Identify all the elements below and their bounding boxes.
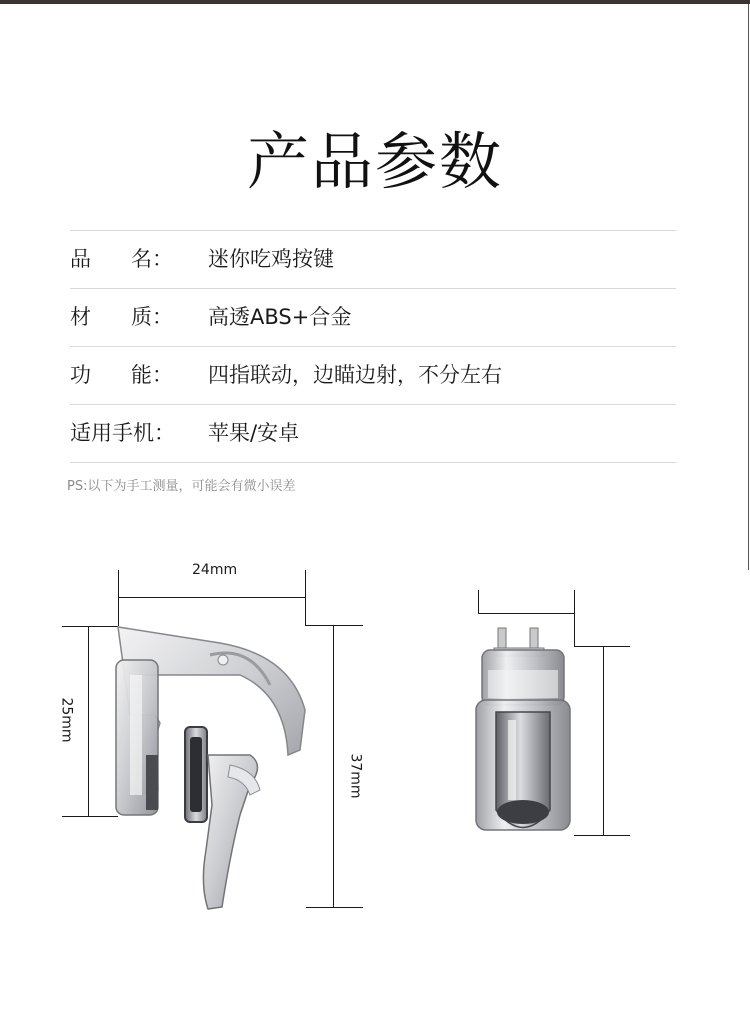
spec-row-phone <box>70 404 676 463</box>
height-total-label: 37mm <box>347 753 364 799</box>
front-height-top-tick <box>574 646 630 647</box>
page-title: 产品参数 <box>246 125 503 198</box>
height-left-label: 25mm <box>58 697 75 743</box>
total-height-line <box>333 625 334 908</box>
top-bar <box>0 0 750 4</box>
spec-value: 苹果/安卓 <box>208 421 300 445</box>
spec-label: 材 质： <box>70 305 174 329</box>
height-left-line <box>88 626 89 817</box>
spec-value: 迷你吃鸡按键 <box>208 247 334 271</box>
measurement-note: PS:以下为手工测量，可能会有微小误差 <box>67 479 296 494</box>
spec-label: 功 能： <box>70 363 174 387</box>
spec-row-name <box>70 230 676 288</box>
spec-value: 高透ABS+合金 <box>208 305 352 329</box>
spec-table <box>70 230 676 463</box>
spec-value: 四指联动，边瞄边射，不分左右 <box>208 363 502 387</box>
spec-row-function <box>70 346 676 404</box>
width-dim-label: 24mm <box>192 562 238 578</box>
trigger-side-view-image <box>100 615 330 915</box>
front-height-line <box>603 646 604 836</box>
spec-label: 适用手机： <box>70 421 175 445</box>
spec-label: 品 名： <box>70 247 174 271</box>
spec-row-material <box>70 288 676 346</box>
width-dim-line <box>118 597 306 598</box>
front-width-left-tick <box>478 590 479 614</box>
front-width-line <box>478 613 575 614</box>
front-height-bottom-tick <box>574 835 630 836</box>
trigger-front-view-image <box>468 620 578 840</box>
right-edge-line <box>748 4 749 570</box>
